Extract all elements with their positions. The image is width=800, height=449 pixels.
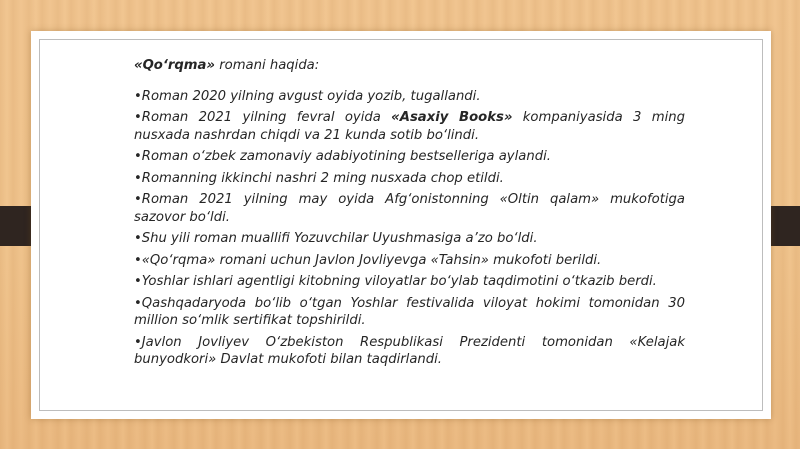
title-rest: romani haqida:	[215, 58, 320, 73]
bullet-item: •Roman 2020 yilning avgust oyida yozib, tugallandi.	[134, 88, 481, 104]
bullet-item: •Shu yili roman muallifi Yozuvchilar Uyushmasiga a’zo bo‘ldi.	[134, 231, 538, 246]
slide-content	[134, 57, 685, 373]
title-bold: «Qo‘rqma»	[134, 58, 216, 73]
bullet-item: •Roman 2021 yilning may oyida Afg‘onistonning «Oltin qalam» mukofotiga sazovor bo‘ldi.	[134, 192, 685, 225]
bullet-text-before: •Roman 2021 yilning fevral oyida	[134, 110, 392, 125]
bullet-item: •Javlon Jovliyev O‘zbekiston Respublikasi Prezidenti tomonidan «Kelajak bunyodkori» Davlat mukofoti bilan taqdirlandi.	[134, 334, 685, 367]
bullet-item: •Qashqadaryoda bo‘lib o‘tgan Yoshlar festivalida viloyat hokimi tomonidan 30 million so‘mlik sertifikat topshirildi.	[134, 295, 685, 328]
bullet-item: •Romanning ikkinchi nashri 2 ming nusxada chop etildi.	[134, 170, 504, 186]
bullet-item: •«Qo‘rqma» romani uchun Javlon Jovliyevga «Tahsin» mukofoti berildi.	[134, 252, 602, 268]
bullet-item	[134, 109, 685, 144]
bullet-text-bold: «Asaxiy Books»	[391, 110, 513, 125]
bullet-item: •Roman o‘zbek zamonaviy adabiyotining bestselleriga aylandi.	[134, 149, 551, 164]
bullet-item: •Yoshlar ishlari agentligi kitobning viloyatlar bo‘ylab taqdimotini o‘tkazib berdi.	[134, 274, 657, 289]
slide-title	[134, 57, 685, 75]
bullet-text-after: kompaniyasida 3 ming nusxada nashrdan chiqdi va 21 kunda sotib bo‘lindi.	[134, 110, 685, 143]
bullet-list	[134, 88, 685, 369]
